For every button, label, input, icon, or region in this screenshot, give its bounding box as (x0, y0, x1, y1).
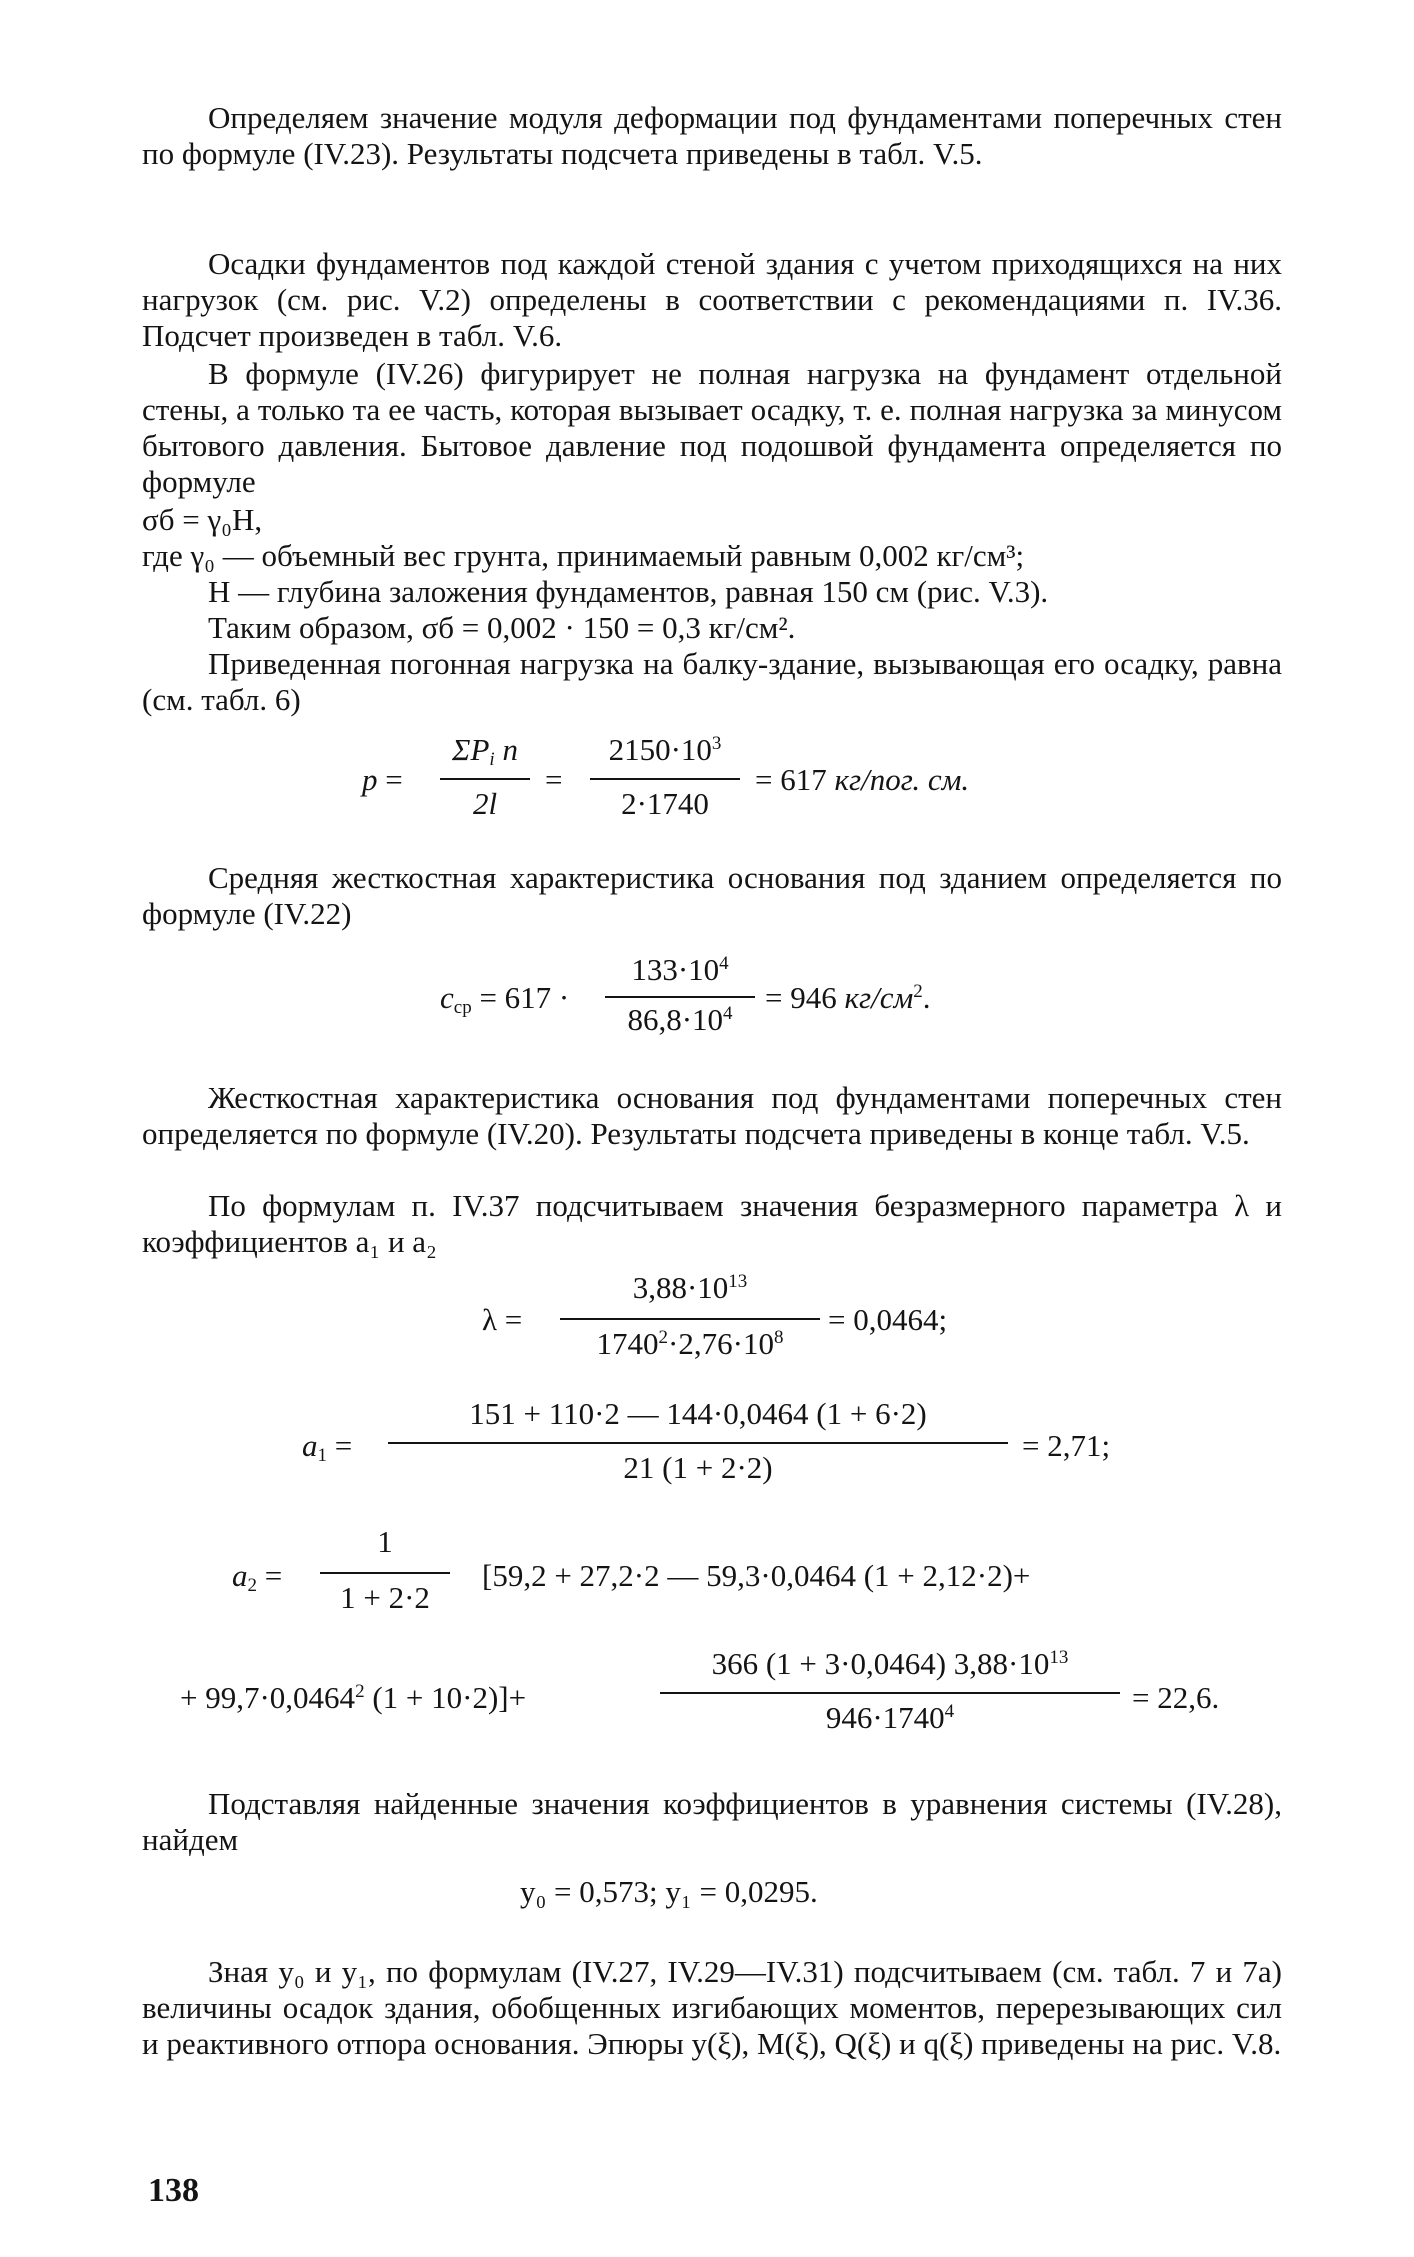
paragraph-7: По формулам п. IV.37 подсчитываем значения безразмерного параметра λ и коэффициентов a₁ и a₂ (142, 1188, 1282, 1259)
paragraph-6: Жесткостная характеристика основания под фундаментами поперечных стен определяется по формуле (IV.20). Результаты подсчета приведены в конце табл. V.5. (142, 1080, 1282, 1151)
paragraph-4: Приведенная погонная нагрузка на балку-здание, вызывающая его осадку, равна (см. табл. 6) (142, 646, 1282, 717)
paragraph-9: Зная y₀ и y₁, по формулам (IV.27, IV.29—IV.31) подсчитываем (см. табл. 7 и 7а) величины осадок здания, обобщенных изгибающих моментов, перерезывающих сил и реактивного отпора основания. Эпюры y(ξ), M(ξ), Q(ξ) и q(ξ) приведены на рис. V.8. (142, 1954, 1282, 2061)
formula-sigma: σб = γ₀H, (142, 502, 263, 537)
where-gamma: где γ₀ — объемный вес грунта, принимаемый равным 0,002 кг/см³; (142, 538, 1025, 573)
where-H: H — глубина заложения фундаментов, равная 150 см (рис. V.3). (208, 574, 1049, 609)
paragraph-3: В формуле (IV.26) фигурирует не полная нагрузка на фундамент отдельной стены, а только та ее часть, которая вызывает осадку, т. е. полная нагрузка за минусом бытового давления. Бытовое давление под подошвой фундамента определяется по формуле (142, 356, 1282, 499)
paragraph-8: Подставляя найденные значения коэффициентов в уравнения системы (IV.28), найдем (142, 1786, 1282, 1857)
paragraph-2: Осадки фундаментов под каждой стеной здания с учетом приходящихся на них нагрузок (см. рис. V.2) определены в соответствии с рекомендациями п. IV.36. Подсчет произведен в табл. V.6. (142, 246, 1282, 353)
thus-line: Таким образом, σб = 0,002 · 150 = 0,3 кг/см². (208, 610, 796, 645)
page-number: 138 (148, 2172, 199, 2209)
equation-y: y₀ = 0,573; y₁ = 0,0295. (520, 1874, 818, 1909)
paragraph-1: Определяем значение модуля деформации под фундаментами поперечных стен по формуле (IV.23). Результаты подсчета приведены в табл. V.5. (142, 100, 1282, 171)
book-page: Определяем значение модуля деформации под фундаментами поперечных стен по формуле (IV.23). Результаты подсчета приведены в табл. V.5. Осадки фундаментов под каждой стеной здания с учетом приходящихся на них нагрузок (см. рис. V.2) определены в соответствии с рекомендациями п. IV.36. Подсчет произведен в табл. V.6. В формуле (IV.26) фигурирует не полная нагрузка на фундамент отдельной стены, а только та ее часть, которая вызывает осадку, т. е. полная нагрузка за минусом бытового давления. Бытовое давление под подошвой фундамента определяется по формуле σб = γ₀H, где γ₀ — объемный вес грунта, принимаемый равным 0,002 кг/см³; H — глубина заложения фундаментов, равная 150 см (рис. V.3). Таким образом, σб = 0,002 · 150 = 0,3 кг/см². Приведенная погонная нагрузка на балку-здание, вызывающая его осадку, равна (см. табл. 6) p = $\Sigma P_i$ n 2l = $2150\cdot 10^3$ 2·1740 = 617 кг/пог. см. Средняя жесткостная характеристика основания под зданием определяется по формуле (IV.22) $c_{ср} = 617$ · $133\cdot 10^4$ $86,8\cdot 10^4$ = 946 $кг/см^2$. Жесткостная характеристика основания под фундаментами поперечных стен определяется по формуле (IV.20). Результаты подсчета приведены в конце табл. V.5. По формулам п. IV.37 подсчитываем значения безразмерного параметра λ и коэффициентов a₁ и a₂ λ = $3,88\cdot 10^{13}$ $1740^2\cdot 2,76\cdot 10^8$ = 0,0464; $a_1$ = 151 + 110·2 — 144·0,0464 (1 + 6·2) 21 (1 + 2·2) = 2,71; $a_2$ = 1 1 + 2·2 [59,2 + 27,2·2 — 59,3·0,0464 (1 + 2,12·2)+ + $99,7\cdot 0,0464^2$ (1 + 10·2)]+ 366 (1 + 3·0,0464) $3,88\cdot 10^{13}$ $946\cdot 1740^4$ = 22,6. Подставляя найденные значения коэффициентов в уравнения системы (IV.28), найдем y₀ = 0,573; y₁ = 0,0295. Зная y₀ и y₁, по формулам (IV.27, IV.29—IV.31) подсчитываем (см. табл. 7 и 7а) величины осадок здания, обобщенных изгибающих моментов, перерезывающих сил и реактивного отпора основания. Эпюры y(ξ), M(ξ), Q(ξ) и q(ξ) приведены на рис. V.8. 138 (142, 100, 1282, 2209)
paragraph-5: Средняя жесткостная характеристика основания под зданием определяется по формуле (IV.22) (142, 860, 1282, 931)
